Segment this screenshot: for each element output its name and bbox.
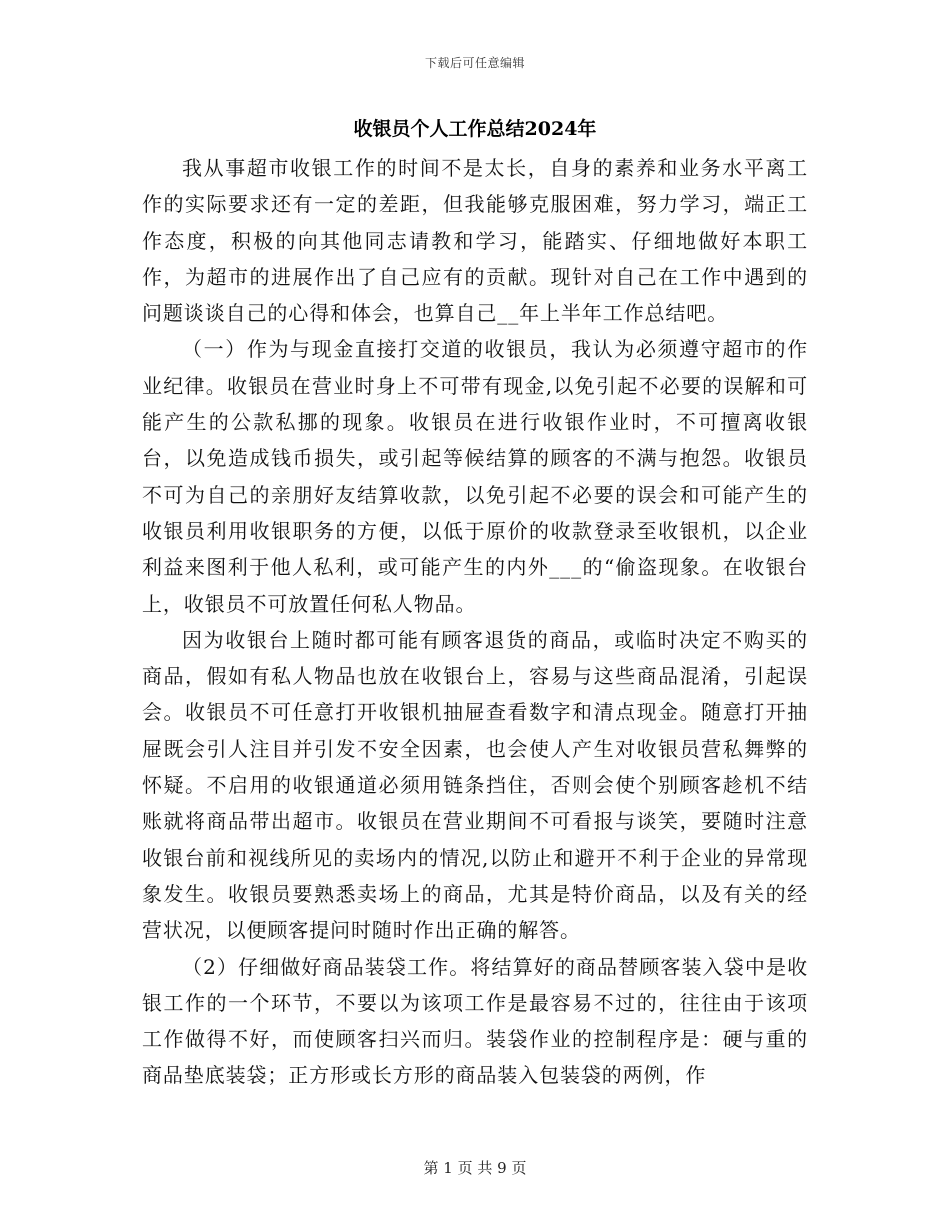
document-body [142, 150, 808, 1094]
paragraph: （2）仔细做好商品装袋工作。将结算好的商品替顾客装入袋中是收银工作的一个环节，不要以为该项工作是最容易不过的，往往由于该项工作做得不好，而使顾客扫兴而归。装袋作业的控制程序是：硬与重的商品垫底装袋；正方形或长方形的商品装入包装袋的两例，作 [142, 954, 808, 1088]
paragraph: 我从事超市收银工作的时间不是太长，自身的素养和业务水平离工作的实际要求还有一定的差距，但我能够克服困难，努力学习，端正工作态度，积极的向其他同志请教和学习，能踏实、仔细地做好本职工作，为超市的进展作出了自己应有的贡献。现针对自己在工作中遇到的问题谈谈自己的心得和体会，也算自己__年上半年工作总结吧。 [142, 156, 808, 326]
paragraph: 因为收银台上随时都可能有顾客退货的商品，或临时决定不购买的商品，假如有私人物品也放在收银台上，容易与这些商品混淆，引起误会。收银员不可任意打开收银机抽屉查看数字和清点现金。随意打开抽屉既会引人注目并引发不安全因素，也会使人产生对收银员营私舞弊的怀疑。不启用的收银通道必须用链条挡住，否则会使个别顾客趁机不结账就将商品带出超市。收银员在营业期间不可看报与谈笑，要随时注意收银台前和视线所见的卖场内的情况,以防止和避开不利于企业的异常现象发生。收银员要熟悉卖场上的商品，尤其是特价商品，以及有关的经营状况，以便顾客提问时随时作出正确的解答。 [142, 627, 808, 943]
header-note: 下载后可任意编辑 [424, 56, 525, 70]
page-number: 第 1 页 共 9 页 [423, 1159, 527, 1177]
document-title: 收银员个人工作总结2024年 [353, 118, 597, 140]
paragraph: （一）作为与现金直接打交道的收银员，我认为必须遵守超市的作业纪律。收银员在营业时身上不可带有现金,以免引起不必要的误解和可能产生的公款私挪的现象。收银员在进行收银作业时，不可擅离收银台，以免造成钱币损失，或引起等候结算的顾客的不满与抱怨。收银员不可为自己的亲朋好友结算收款，以免引起不必要的误会和可能产生的收银员利用收银职务的方便，以低于原价的收款登录至收银机，以企业利益来图利于他人私利，或可能产生的内外___的“偷盗现象。在收银台上，收银员不可放置任何私人物品。 [142, 337, 808, 616]
